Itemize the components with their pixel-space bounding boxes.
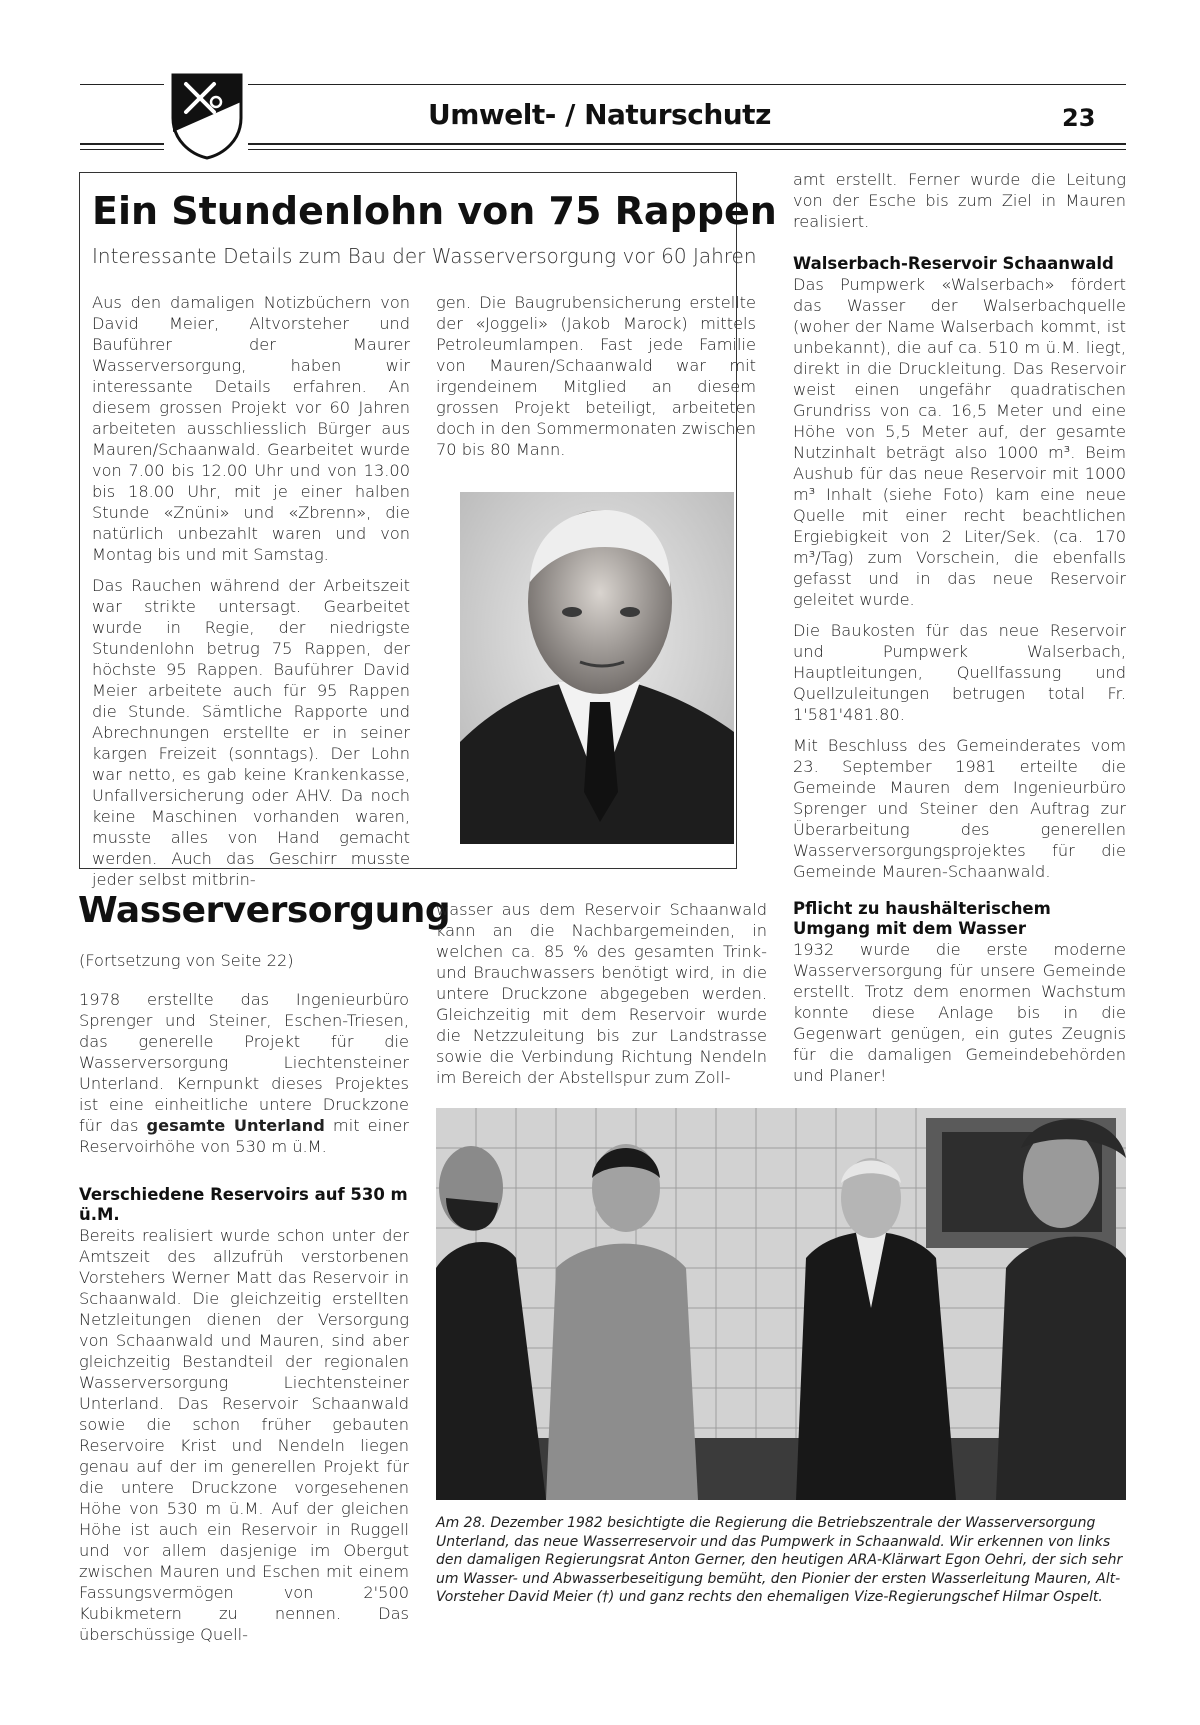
article1-column-2 [436, 292, 756, 470]
header-rule-bottom-left-2 [80, 149, 164, 150]
walserbach-heading: Walserbach-Reservoir Schaanwald [793, 254, 1114, 273]
group-photo [436, 1108, 1126, 1500]
walserbach-paragraph-2: Die Baukosten für das neue Reservoir und Pumpwerk Walserbach, Hauptleitungen, Quellfassung und Quellzuleitungen betrugen total Fr. 1'581'481.80. [793, 621, 1126, 724]
article-subheadline: Interessante Details zum Bau der Wasserversorgung vor 60 Jahren [92, 244, 757, 268]
portrait-photo [460, 492, 734, 844]
walserbach-paragraph-1: Das Pumpwerk «Walserbach» fördert das Wasser der Walserbachquelle (woher der Name Walserbach kommt, ist unbekannt), die auf ca. 510 m ü.M. liegt, direkt in die Druckleitung. Das Reservoir weist einen ungefähr quadratischen Grundriss von ca. 16,5 Meter und eine Höhe von 5,5 Meter auf, der gesamte Nutzinhalt beträgt also 1000 m³. Beim Aushub für das neue Reservoir mit 1000 m³ Inhalt (siehe Foto) kam eine neue Quelle mit einer recht beachtlichen Ergiebigkeit von 2 Liter/Sek. (ca. 170 m³/Tag) zum Vorschein, die ebenfalls gefasst und in das neue Reservoir geleitet wurde. [793, 275, 1126, 609]
article1-column-1 [92, 292, 410, 900]
walserbach-paragraph-3: Mit Beschluss des Gemeinderates vom 23. September 1981 erteilte die Gemeinde Mauren dem Ingenieurbüro Sprenger und Steiner den Auftrag zur Überarbeitung des generellen Wasserversorgungsprojektes für die Gemeinde Mauren-Schaanwald. [793, 736, 1126, 881]
article-headline: Ein Stundenlohn von 75 Rappen [92, 189, 777, 233]
article2-paragraph-3: wasser aus dem Reservoir Schaanwald kann an die Nachbargemeinden, in welchen ca. 85 % des gesamten Trink- und Brauchwassers benötigt wird, in die untere Druckzone abgegeben werden. Gleichzeitig mit dem Reservoir wurde die Netzzuleitung bis zur Landstrasse sowie die Verbindung Richtung Nendeln im Bereich der Abstellspur zum Zoll- [436, 900, 767, 1087]
pflicht-heading: Pflicht zu haushälterischem Umgang mit dem Wasser [793, 899, 1051, 938]
continuation-note: (Fortsetzung von Seite 22) [79, 951, 294, 970]
pflicht-paragraph: 1932 wurde die erste moderne Wasserversorgung für unsere Gemeinde erstellt. Trotz dem enormen Wachstum konnte diese Anlage bis in die Gegenwart genügen, ein gutes Zeugnis für die damaligen Gemeindebehörden und Planer! [793, 940, 1126, 1085]
header-rule-bottom-left [80, 143, 164, 145]
header-rule-top-right [248, 84, 1126, 85]
article1-paragraph-2: Das Rauchen während der Arbeitszeit war strikte untersagt. Gearbeitet wurde in Regie, der niedrigste Stundenlohn betrug 75 Rappen, der höchste 95 Rappen. Bauführer David Meier arbeitete auch für 95 Rappen die Stunde. Sämtliche Rapporte und Abrechnungen erstellte er in seiner kargen Freizeit (sonntags). Der Lohn war netto, es gab keine Krankenkasse, Unfallversicherung oder AHV. Da noch keine Maschinen vorhanden waren, musste alles von Hand gemacht werden. Auch das Geschirr musste jeder selbst mitbrin- [92, 576, 410, 889]
right-column [793, 169, 1126, 892]
right-intro-text: amt erstellt. Ferner wurde die Leitung von der Esche bis zum Ziel in Mauren realisiert. [793, 170, 1126, 231]
header-rule-bottom-right-2 [248, 149, 1126, 150]
article2-paragraph-2: Bereits realisiert wurde schon unter der Amtszeit des allzufrüh verstorbenen Vorstehers Werner Matt das Reservoir in Schaanwald. Die gleichzeitig erstellten Netzleitungen dienen der Versorgung von Schaanwald und Mauren, sind aber gleichzeitig Bestandteil der regionalen Wasserversorgung Liechtensteiner Unterland. Das Reservoir Schaanwald sowie die schon früher gebauten Reservoire Krist und Nendeln liegen genau auf der im generellen Projekt für die untere Druckzone vorgesehenen Höhe von 530 m ü.M. Auf der gleichen Höhe ist auch ein Reservoir in Ruggell und vor allem dasjenige im Obergut zwischen Mauren und Eschen mit einem Fassungsvermögen von 2'500 Kubikmetern zu nennen. Das überschüssige Quell- [79, 1226, 409, 1644]
page-number: 23 [1062, 104, 1096, 132]
article1-paragraph-1: Aus den damaligen Notizbüchern von David Meier, Altvorsteher und Bauführer der Maurer Wasserversorgung, haben wir interessante Details erfahren. An diesem grossen Projekt vor 60 Jahren arbeiteten ausschliesslich Bürger aus Mauren/Schaanwald. Gearbeitet wurde von 7.00 bis 12.00 Uhr und von 13.00 bis 18.00 Uhr, mit je einer halben Stunde «Znüni» und «Zbrenn», die natürlich unbezahlt waren und von Montag bis und mit Samstag. [92, 293, 410, 564]
group-photo-caption: Am 28. Dezember 1982 besichtigte die Regierung die Betriebszentrale der Wasserversorgung Unterland, das neue Wasserreservoir und das Pumpwerk in Schaanwald. Wir erkennen von links den damaligen Regierungsrat Anton Gerner, den heutigen ARA-Klärwart Egon Oehri, der sich sehr um Wasser- und Abwasserbeseitigung bemüht, den Pionier der ersten Wasserleitung Mauren, Alt-Vorsteher David Meier (†) und ganz rechts den ehemaligen Vize-Regierungschef Hilmar Ospelt. [436, 1515, 1123, 1605]
article2-column-1 [79, 950, 409, 1655]
header-rule-bottom-right [248, 143, 1126, 145]
article2-column-3 [793, 899, 1126, 1096]
article2-paragraph-1: 1978 erstellte das Ingenieurbüro Sprenger und Steiner, Eschen-Triesen, das generelle Projekt für die Wasserversorgung Liechtensteiner Unterland. Kernpunkt dieses Projektes ist eine einheitliche untere Druckzone für das gesamte Unterland mit einer Reservoirhöhe von 530 m ü.M. [79, 990, 409, 1156]
section-title: Umwelt- / Naturschutz [428, 98, 771, 131]
reservoirs-heading: Verschiedene Reservoirs auf 530 m ü.M. [79, 1185, 408, 1224]
article2-column-2 [436, 899, 767, 1098]
article1-paragraph-3: gen. Die Baugrubensicherung erstellte der «Joggeli» (Jakob Marock) mittels Petroleumlampen. Fast jede Familie von Mauren/Schaanwald war mit irgendeinem Mitglied an diesem grossen Projekt beteiligt, arbeiteten doch in den Sommermonaten zwischen 70 bis 80 Mann. [436, 293, 756, 459]
wasserversorgung-headline: Wasserversorgung [78, 890, 451, 931]
municipal-crest-icon [170, 72, 244, 160]
header-rule-top-left [80, 84, 164, 85]
